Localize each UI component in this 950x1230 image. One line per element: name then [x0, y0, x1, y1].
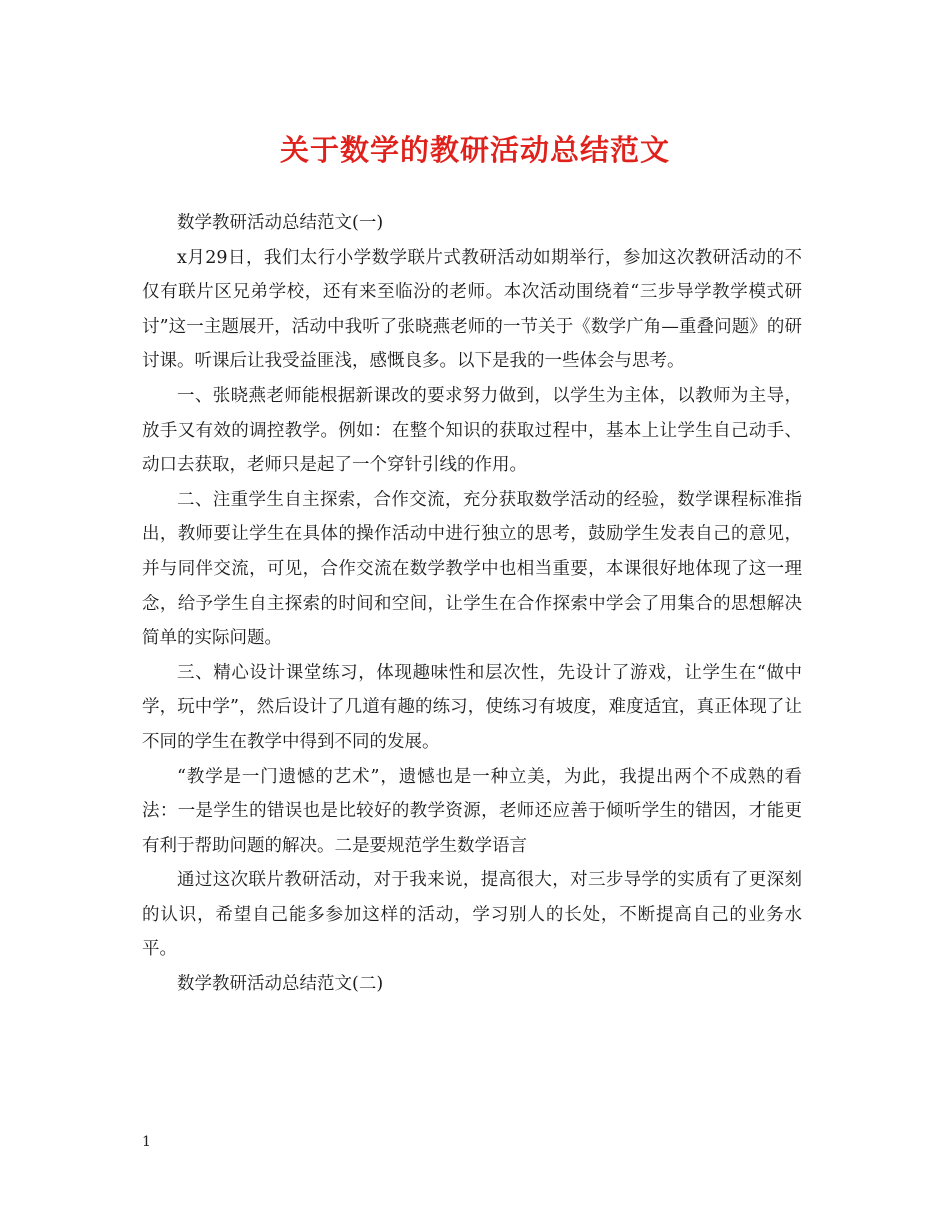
document-body — [142, 206, 802, 1002]
paragraph: 二、注重学生自主探索，合作交流，充分获取数学活动的经验，数学课程标准指出，教师要让学生在具体的操作活动中进行独立的思考，鼓励学生发表自己的意见，并与同伴交流，可见，合作交流在数学教学中也相当重要，本课很好地体现了这一理念，给予学生自主探索的时间和空间，让学生在合作探索中学会了用集合的思想解决简单的实际问题。 — [142, 489, 802, 649]
paragraph: “教学是一门遗憾的艺术”，遗憾也是一种立美，为此，我提出两个不成熟的看法：一是学生的错误也是比较好的教学资源，老师还应善于倾听学生的错因，才能更有利于帮助问题的解决。二是要规范学生数学语言 — [142, 766, 802, 856]
paragraph-heading-1: 数学教研活动总结范文(一) — [177, 213, 384, 233]
paragraph-heading-2: 数学教研活动总结范文(二) — [177, 974, 384, 995]
page-number: 1 — [142, 1134, 151, 1150]
paragraph: 一、张晓燕老师能根据新课改的要求努力做到，以学生为主体，以教师为主导，放手又有效的调控教学。例如：在整个知识的获取过程中，基本上让学生自己动手、动口去获取，老师只是起了一个穿针引线的作用。 — [142, 385, 802, 476]
document-title: 关于数学的教研活动总结范文 — [279, 133, 670, 167]
paragraph: 三、精心设计课堂练习，体现趣味性和层次性，先设计了游戏，让学生在“做中学，玩中学”，然后设计了几道有趣的练习，使练习有坡度，难度适宜，真正体现了让不同的学生在教学中得到不同的发展。 — [142, 662, 802, 752]
paragraph: x月29日，我们太行小学数学联片式教研活动如期举行，参加这次教研活动的不仅有联片区兄弟学校，还有来至临汾的老师。本次活动围绕着“三步导学教学模式研讨”这一主题展开，活动中我听了张晓燕老师的一节关于《数学广角—重叠问题》的研讨课。听课后让我受益匪浅，感慨良多。以下是我的一些体会与思考。 — [142, 247, 802, 372]
paragraph: 通过这次联片教研活动，对于我来说，提高很大，对三步导学的实质有了更深刻的认识，希望自己能多参加这样的活动，学习别人的长处，不断提高自己的业务水平。 — [142, 870, 802, 960]
